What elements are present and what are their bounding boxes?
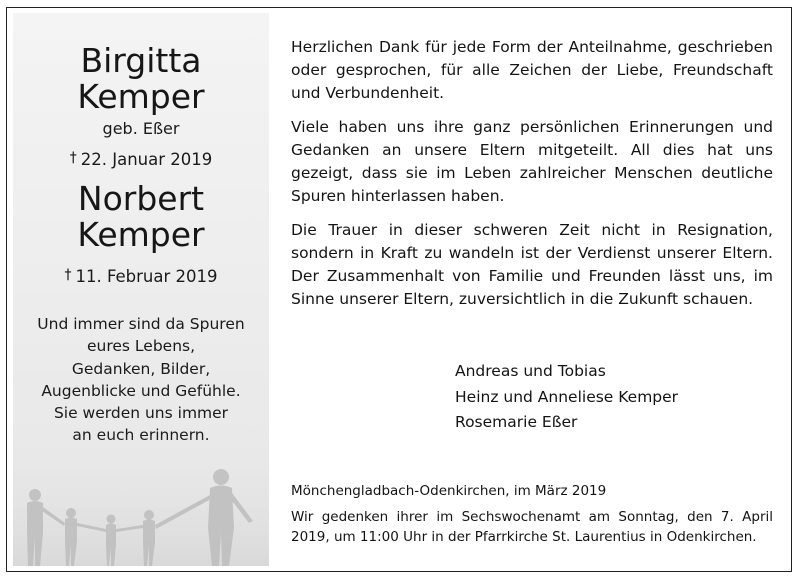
person2-first-name: Norbert	[77, 179, 205, 218]
person1-last-name: Kemper	[77, 77, 205, 116]
verse-line: Sie werden uns immer	[53, 404, 229, 423]
verse-line: eures Lebens,	[86, 337, 196, 356]
dagger-icon: †	[64, 267, 72, 283]
service-note: Wir gedenken ihrer im Sechswochenamt am Sonntag, den 7. April 2019, um 11:00 Uhr in der Pfarrkirche St. Laurentius in Odenkirchen.	[291, 509, 773, 545]
signer-line: Andreas und Tobias	[455, 362, 606, 380]
memories-paragraph: Viele haben uns ihre ganz persönlichen Erinnerungen und Gedanken an unsere Eltern mitgeteilt. All dies hat uns gezeigt, dass sie im Leben zahlreicher Menschen deutliche Spuren hinterlassen haben.	[291, 118, 773, 205]
person1-death-date: 22. Januar 2019	[80, 150, 213, 169]
verse-line: Und immer sind da Spuren	[37, 315, 245, 333]
main-text-column	[291, 36, 773, 322]
memorial-verse	[13, 313, 269, 447]
person1-birth-name: geb. Eßer	[102, 119, 180, 138]
person2-last-name: Kemper	[77, 215, 205, 254]
person2-death-line	[13, 265, 269, 287]
thanks-paragraph: Herzlichen Dank für jede Form der Anteilnahme, geschrieben oder gesprochen, für alle Zeichen der Liebe, Freundschaft und Verbundenheit.	[291, 38, 773, 102]
person1-death-line	[13, 148, 269, 170]
verse-line: Augenblicke und Gefühle.	[41, 381, 241, 400]
dagger-icon: †	[69, 150, 77, 166]
person1-first-name: Birgitta	[80, 41, 202, 80]
signer-line: Rosemarie Eßer	[455, 413, 578, 431]
grief-paragraph: Die Trauer in dieser schweren Zeit nicht in Resignation, sondern in Kraft zu wandeln ist der Verdienst unserer Eltern. Der Zusammenhalt von Familie und Freunden lässt uns, im Sinne unserer Eltern, zuversichtlich in die Zukunft schauen.	[291, 221, 773, 308]
place-date: Mönchengladbach-Odenkirchen, im März 2019	[291, 483, 607, 499]
verse-line: Gedanken, Bilder,	[71, 359, 211, 378]
signer-line: Heinz und Anneliese Kemper	[455, 387, 679, 406]
family-silhouette-icon	[13, 433, 269, 566]
left-memorial-panel	[13, 13, 269, 566]
person2-death-date: 11. Februar 2019	[75, 267, 218, 286]
signers-block	[455, 359, 755, 436]
